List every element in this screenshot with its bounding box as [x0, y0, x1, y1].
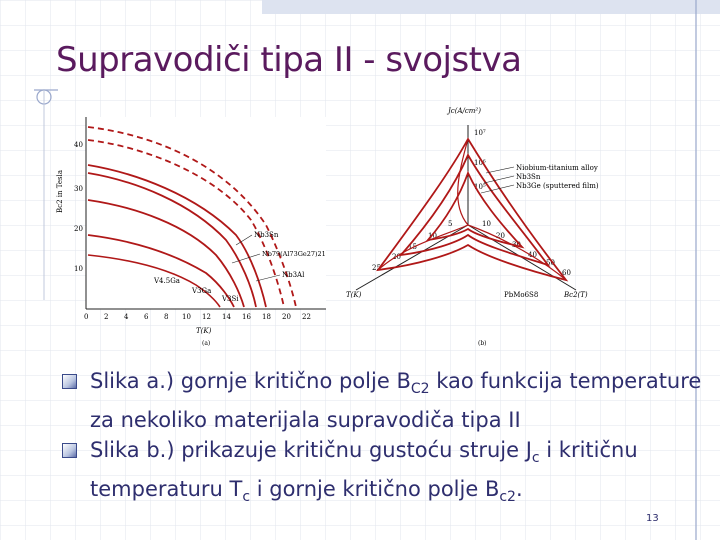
fig-a-xtick: 4: [124, 313, 129, 321]
fig-a-xtick: 20: [282, 313, 291, 321]
fig-a-xtick: 12: [202, 313, 211, 321]
fig-b-b-tick: 60: [562, 269, 571, 277]
bullet-text: Slika b.) prikazuje kritičnu gustoću struje J: [90, 438, 532, 462]
fig-b-extra-label: PbMo6S8: [504, 291, 539, 299]
fig-a-xtick: 18: [262, 313, 271, 321]
bullet-square-icon: [62, 443, 77, 458]
fig-a-y-label: Bc2 in Tesla: [56, 170, 64, 213]
fig-a-caption: (a): [202, 340, 211, 347]
fig-b-t-tick: 20: [392, 253, 401, 261]
fig-a-ytick: 30: [74, 185, 83, 193]
fig-b-t-tick: 15: [408, 243, 417, 251]
bullet-subscript: c2: [499, 488, 516, 505]
fig-a-xtick: 14: [222, 313, 231, 321]
fig-a-xtick: 2: [104, 313, 109, 321]
slide-title: Supravodiči tipa II - svojstva: [56, 40, 522, 80]
bullet-item: [62, 435, 702, 512]
fig-a-xtick: 22: [302, 313, 311, 321]
fig-a-xtick: 16: [242, 313, 251, 321]
fig-b-caption: (b): [478, 340, 487, 347]
fig-b-legend-item: Niobium-titanium alloy: [516, 164, 598, 172]
bullet-subscript: c: [242, 488, 251, 505]
fig-a-ytick: 20: [74, 225, 83, 233]
fig-b-b-tick: 10: [482, 220, 491, 228]
bullet-text: i gornje kritično polje B: [250, 476, 500, 501]
fig-b-b-tick: 40: [528, 251, 537, 259]
bullet-text: i kritičnu temperaturu T: [90, 438, 638, 501]
figure: [56, 95, 656, 350]
fig-a-ytick: 40: [74, 141, 83, 149]
fig-b-jc-tick: 10⁷: [474, 129, 486, 137]
fig-a-curve-label: V4.5Ga: [154, 277, 180, 285]
bullet-text: Slika a.) gornje kritično polje B: [90, 369, 411, 393]
fig-b-legend-item: Nb3Ge (sputtered film): [516, 182, 599, 190]
bullet-subscript: c: [531, 450, 540, 466]
fig-a-curve-label: Nb79(Al73Ge27)21: [262, 250, 326, 258]
fig-a-curve-label: V3Si: [222, 295, 239, 303]
fig-a-curve-label: Nb3Al: [282, 271, 305, 279]
fig-b-jc-label: Jc(A/cm²): [448, 107, 481, 115]
fig-b-t-tick: 5: [448, 220, 453, 228]
bullet-list: [62, 366, 702, 512]
bullet-subscript: C2: [410, 381, 430, 397]
fig-b-b-tick: 30: [512, 241, 521, 249]
fig-a-xtick: 6: [144, 313, 149, 321]
fig-a-ytick: 10: [74, 265, 83, 273]
fig-a-curve-label: Nb3Sn: [254, 231, 279, 239]
figure-a: [56, 117, 326, 347]
fig-a-xtick: 8: [164, 313, 169, 321]
bullet-text: .: [515, 476, 523, 501]
bullet-text: kao funkcija temperature za nekoliko materijala supravodiča tipa II: [90, 369, 702, 432]
fig-b-b-label: Bc2(T): [564, 291, 588, 299]
fig-b-legend-item: Nb3Sn: [516, 173, 541, 181]
fig-b-t-tick: 25: [372, 264, 381, 272]
figure-b: [346, 107, 599, 347]
fig-a-x-label: T(K): [196, 327, 212, 335]
bullet-item: [62, 366, 702, 435]
fig-b-jc-tick: 10⁵: [474, 183, 486, 191]
fig-b-b-tick: 20: [496, 232, 505, 240]
fig-b-t-tick: 10: [428, 232, 437, 240]
fig-b-t-label: T(K): [346, 291, 362, 299]
fig-a-xtick: 10: [182, 313, 191, 321]
bullet-square-icon: [62, 374, 77, 389]
fig-a-xtick: 0: [84, 313, 89, 321]
page-number: 13: [646, 513, 659, 524]
fig-b-jc-tick: 10⁶: [474, 159, 486, 167]
fig-b-b-tick: 50: [546, 259, 555, 267]
fig-a-curve-label: V3Ga: [192, 287, 212, 295]
